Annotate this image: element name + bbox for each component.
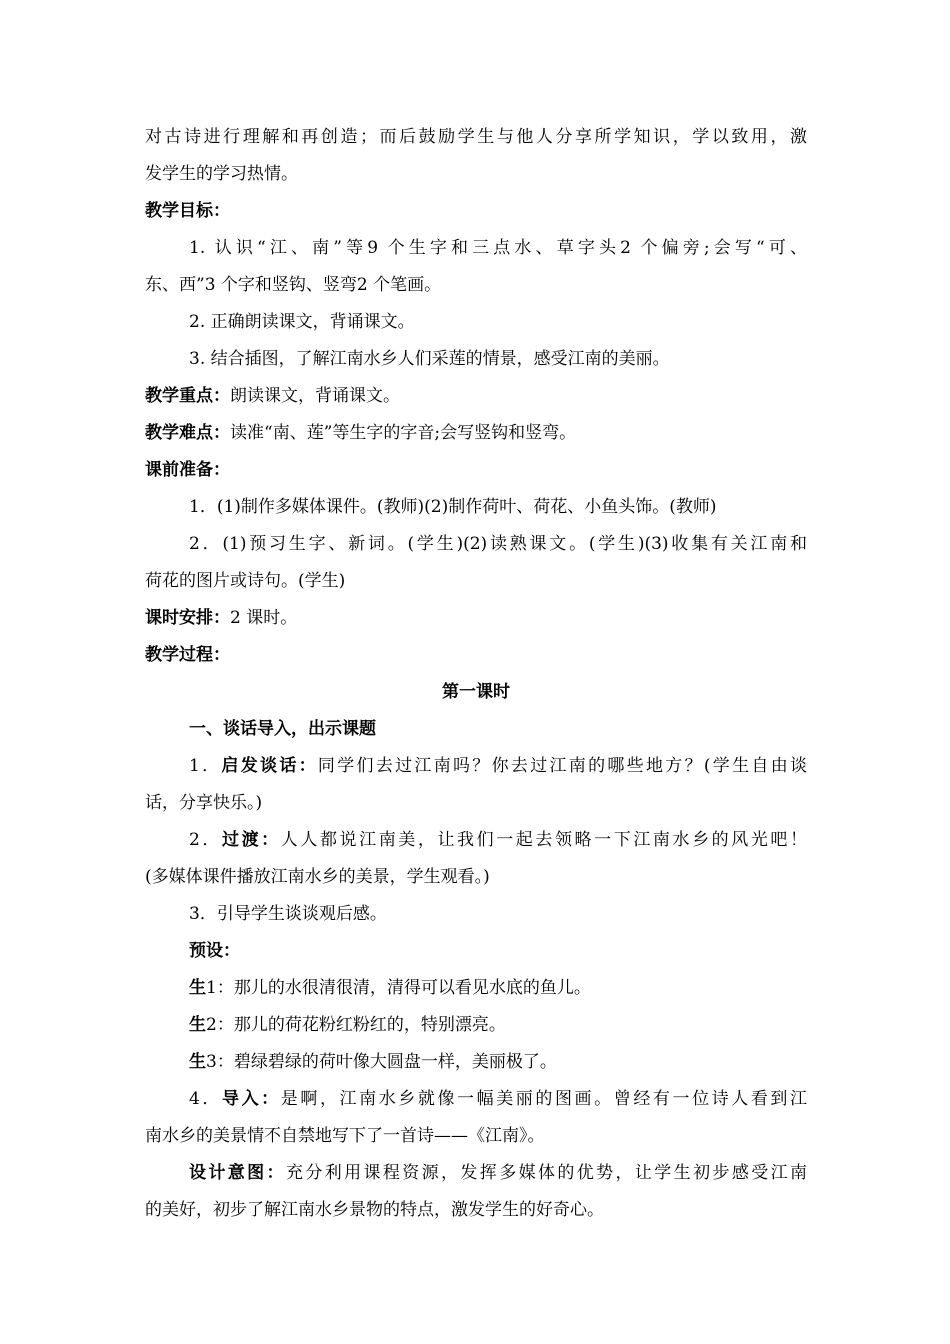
document-body bbox=[145, 119, 807, 1229]
goal-1-line-2: 东、西”3 个字和竖钩、竖弯2 个笔画。 bbox=[145, 275, 442, 295]
goal-3: 3. 结合插图，了解江南水乡人们采莲的情景，感受江南的美丽。 bbox=[189, 349, 670, 369]
section-1-heading: 一、谈话导入，出示课题 bbox=[189, 719, 376, 739]
prep-item-2-line-2: 荷花的图片或诗句。(学生) bbox=[145, 571, 346, 591]
key-point-text: 朗读课文，背诵课文。 bbox=[230, 386, 400, 406]
student-text: 那儿的荷花粉红粉红的，特别漂亮。 bbox=[233, 1015, 506, 1035]
process-heading: 教学过程： bbox=[145, 645, 230, 665]
student-label: 生 bbox=[189, 1015, 206, 1035]
prep-item-1: 1．(1)制作多媒体课件。(教师)(2)制作荷叶、荷花、小鱼头饰。(教师) bbox=[189, 497, 717, 517]
step-1-line-2: 话，分享快乐。) bbox=[145, 793, 263, 813]
preset-label: 预设： bbox=[189, 941, 240, 961]
step-2-num: 2． bbox=[189, 830, 222, 850]
design-intent-line-2: 的美好，初步了解江南水乡景物的特点，激发学生的好奇心。 bbox=[145, 1200, 604, 1220]
student-answer-2 bbox=[145, 1007, 807, 1044]
student-label: 生 bbox=[189, 1052, 206, 1072]
step-4-label: 导入： bbox=[222, 1089, 281, 1109]
step-1-text: 同学们去过江南吗？你去过江南的哪些地方？(学生自由谈 bbox=[317, 756, 807, 776]
design-intent-text: 充分利用课程资源，发挥多媒体的优势，让学生初步感受江南 bbox=[285, 1163, 808, 1183]
lesson-title: 第一课时 bbox=[442, 682, 510, 702]
step-1-label: 启发谈话： bbox=[221, 756, 318, 776]
student-num: 2： bbox=[206, 1015, 234, 1035]
schedule bbox=[145, 600, 807, 637]
intro-line-2: 发学生的学习热情。 bbox=[145, 164, 298, 184]
student-answer-3 bbox=[145, 1044, 807, 1081]
step-2-label: 过渡： bbox=[222, 830, 281, 850]
difficulty bbox=[145, 415, 807, 452]
step-1-line-1 bbox=[145, 748, 807, 785]
design-intent-line-1 bbox=[145, 1155, 807, 1192]
student-label: 生 bbox=[189, 978, 206, 998]
step-4-line-2: 南水乡的美景情不自禁地写下了一首诗——《江南》。 bbox=[145, 1126, 545, 1146]
goal-1-line-1: 1. 认识“江、南”等9 个生字和三点水、草字头2 个偏旁;会写“可、 bbox=[189, 238, 807, 258]
student-text: 碧绿碧绿的荷叶像大圆盘一样，美丽极了。 bbox=[233, 1052, 557, 1072]
step-2-text: 人人都说江南美，让我们一起去领略一下江南水乡的风光吧！ bbox=[280, 830, 808, 850]
prep-heading: 课前准备： bbox=[145, 460, 230, 480]
step-2-line-1 bbox=[145, 822, 807, 859]
goals-heading: 教学目标： bbox=[145, 201, 230, 221]
student-answer-1 bbox=[145, 970, 807, 1007]
schedule-text: 2 课时。 bbox=[230, 608, 298, 628]
goal-2: 2. 正确朗读课文，背诵课文。 bbox=[189, 312, 415, 332]
step-3: 3．引导学生谈谈观后感。 bbox=[189, 904, 387, 924]
step-1-num: 1． bbox=[189, 756, 222, 776]
student-num: 3： bbox=[206, 1052, 234, 1072]
difficulty-label: 教学难点： bbox=[145, 423, 230, 443]
key-point bbox=[145, 378, 807, 415]
step-4-line-1 bbox=[145, 1081, 807, 1118]
prep-item-2-line-1: 2．(1)预习生字、新词。(学生)(2)读熟课文。(学生)(3)收集有关江南和 bbox=[189, 534, 807, 554]
schedule-label: 课时安排： bbox=[145, 608, 230, 628]
step-2-line-2: (多媒体课件播放江南水乡的美景，学生观看。) bbox=[145, 867, 490, 887]
student-text: 那儿的水很清很清，清得可以看见水底的鱼儿。 bbox=[233, 978, 591, 998]
student-num: 1： bbox=[206, 978, 234, 998]
step-4-text: 是啊，江南水乡就像一幅美丽的图画。曾经有一位诗人看到江 bbox=[280, 1089, 808, 1109]
difficulty-text: 读准“南、莲”等生字的字音;会写竖钩和竖弯。 bbox=[230, 423, 577, 443]
key-point-label: 教学重点： bbox=[145, 386, 230, 406]
design-intent-label: 设计意图： bbox=[189, 1163, 286, 1183]
step-4-num: 4． bbox=[189, 1089, 222, 1109]
intro-line-1: 对古诗进行理解和再创造；而后鼓励学生与他人分享所学知识，学以致用，激 bbox=[145, 127, 807, 147]
